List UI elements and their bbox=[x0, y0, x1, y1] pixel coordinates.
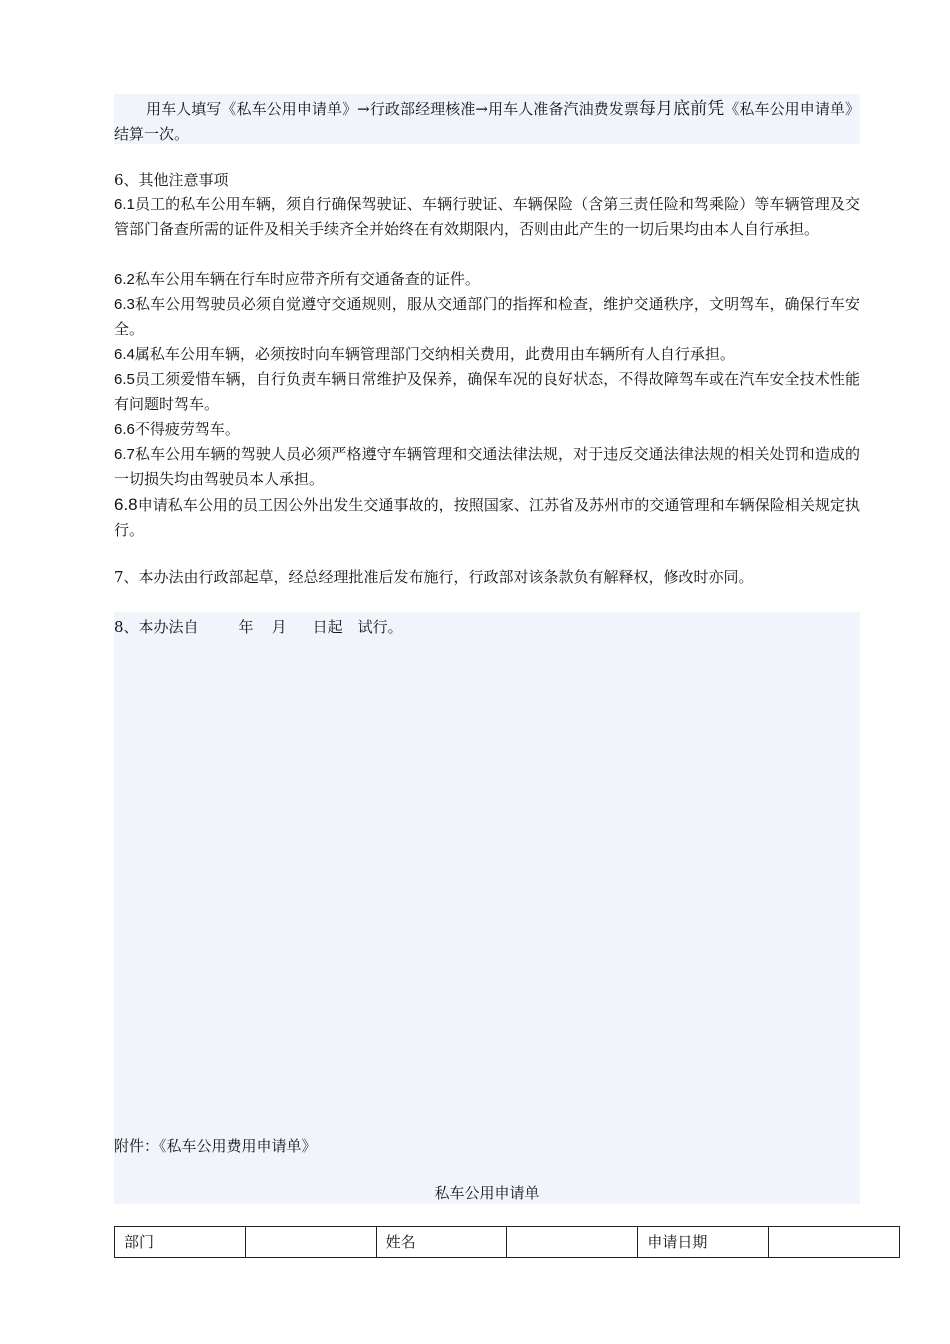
clause-number: 6.6 bbox=[114, 421, 135, 438]
clause-text: 私车公用车辆的驾驶人员必须严格遵守车辆管理和交通法律法规，对于违反交通法律法规的相关处罚和造成的一切损失均由驾驶员本人承担。 bbox=[114, 445, 860, 488]
section-8-year: 年 bbox=[238, 618, 254, 636]
name-label-cell: 姓名 bbox=[376, 1227, 507, 1258]
form-title: 私车公用申请单 bbox=[434, 1184, 540, 1202]
clause-number: 6.2 bbox=[114, 271, 135, 288]
clause-text: 员工须爱惜车辆，自行负责车辆日常维护及保养，确保车况的良好状态，不得故障驾车或在汽车安全技术性能有问题时驾车。 bbox=[114, 370, 860, 413]
section-7: 7、本办法由行政部起草，经总经理批准后发布施行，行政部对该条款负有解释权，修改时亦同。 bbox=[114, 568, 754, 586]
clause-number: 6.3 bbox=[114, 296, 135, 313]
clause-text: 私车公用车辆在行车时应带齐所有交通备查的证件。 bbox=[134, 270, 480, 288]
section-8 bbox=[114, 617, 403, 637]
attachment-line: 附件：《私车公用费用申请单》 bbox=[114, 1137, 317, 1155]
clause-6-5 bbox=[114, 367, 860, 417]
clause-text: 员工的私车公用车辆，须自行确保驾驶证、车辆行驶证、车辆保险（含第三责任险和驾乘险）等车辆管理及交管部门备查所需的证件及相关手续齐全并始终在有效期限内，否则由此产生的一切后果均由本人自行承担。 bbox=[114, 195, 860, 238]
clause-6-6 bbox=[114, 417, 860, 442]
application-form-table bbox=[114, 1226, 900, 1258]
bottom-shaded-block bbox=[114, 612, 860, 1204]
clause-number: 6.8 bbox=[114, 495, 138, 514]
clause-6-2 bbox=[114, 267, 860, 292]
clause-text: 申请私车公用的员工因公外出发生交通事故的，按照国家、江苏省及苏州市的交通管理和车辆保险相关规定执行。 bbox=[114, 496, 860, 539]
date-value-cell[interactable] bbox=[769, 1227, 900, 1258]
section-8-day-from: 日起 bbox=[312, 618, 343, 636]
clause-text: 属私车公用车辆，必须按时向车辆管理部门交纳相关费用，此费用由车辆所有人自行承担。 bbox=[134, 345, 735, 363]
section-8-month: 月 bbox=[271, 618, 287, 636]
process-text-2: 每月底前凭 bbox=[638, 99, 725, 119]
date-label-cell: 申请日期 bbox=[638, 1227, 769, 1258]
clause-number: 6.7 bbox=[114, 446, 135, 463]
clause-6-3 bbox=[114, 292, 860, 342]
dept-value-cell[interactable] bbox=[245, 1227, 376, 1258]
process-paragraph bbox=[114, 97, 860, 147]
section-8-prefix: 8、本办法自 bbox=[114, 618, 199, 636]
dept-label-cell: 部门 bbox=[115, 1227, 246, 1258]
clause-number: 6.1 bbox=[114, 196, 135, 213]
process-text-1: 用车人填写《私车公用申请单》→行政部经理核准→用车人准备汽油费发票 bbox=[146, 100, 639, 118]
clause-6-8 bbox=[114, 492, 860, 543]
clause-6-4 bbox=[114, 342, 860, 367]
clause-number: 6.5 bbox=[114, 371, 135, 388]
clause-text: 不得疲劳驾车。 bbox=[134, 420, 240, 438]
section-6-heading: 6、其他注意事项 bbox=[114, 171, 229, 189]
clause-number: 6.4 bbox=[114, 346, 135, 363]
clause-6-1 bbox=[114, 192, 860, 242]
clause-text: 私车公用驾驶员必须自觉遵守交通规则，服从交通部门的指挥和检查，维护交通秩序，文明驾车，确保行车安全。 bbox=[114, 295, 860, 338]
process-text-3: 《私车公用申请单》结算一次。 bbox=[114, 100, 860, 143]
clause-6-7 bbox=[114, 442, 860, 492]
section-8-trial: 试行。 bbox=[357, 618, 403, 636]
name-value-cell[interactable] bbox=[507, 1227, 638, 1258]
table-row bbox=[115, 1227, 900, 1258]
